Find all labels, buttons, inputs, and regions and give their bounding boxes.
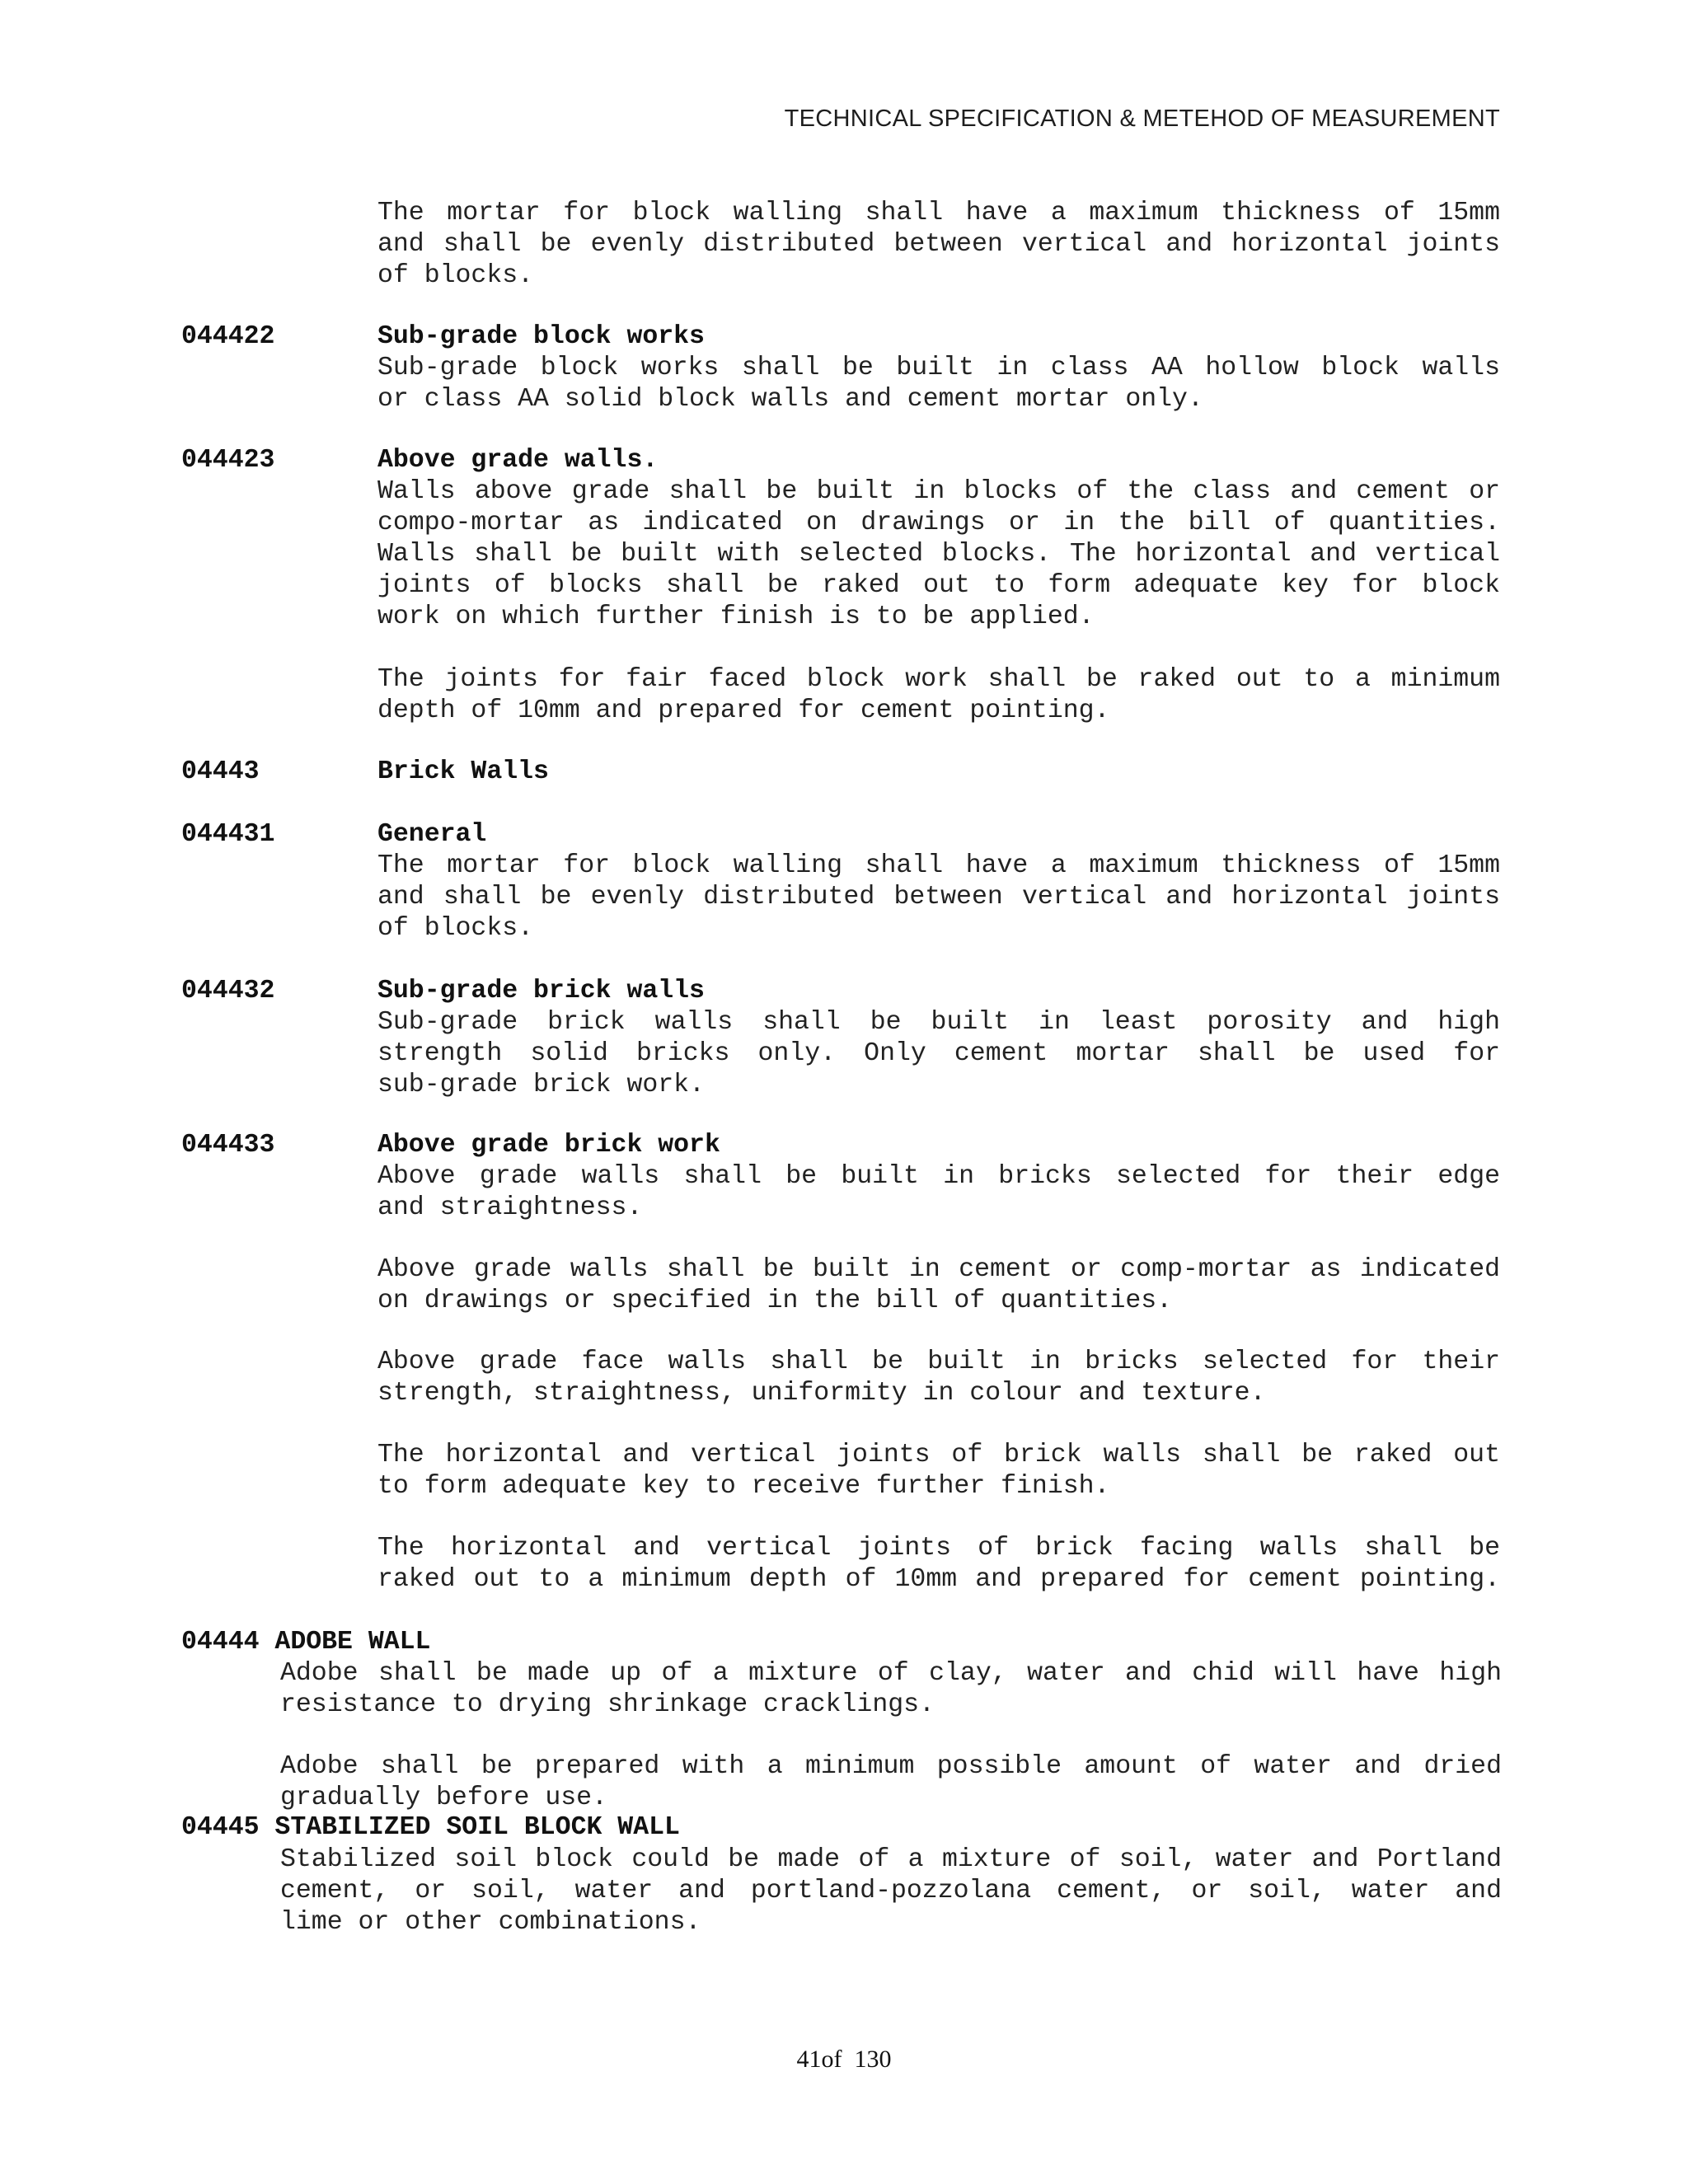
section-044433-paragraph-2 <box>377 1254 1500 1317</box>
section-04443 <box>377 757 1500 788</box>
section-044433-paragraph-5 <box>377 1533 1500 1596</box>
text-line: to form adequate key to receive further finish. <box>377 1472 1110 1501</box>
text-line: resistance to drying shrinkage cracklings. <box>280 1690 935 1719</box>
section-044423-paragraph-2 <box>377 664 1500 727</box>
text-line: Sub-grade block works shall be built in class AA hollow block walls <box>377 354 1500 382</box>
section-heading-stabilized-soil-block-wall: 04445 STABILIZED SOIL BLOCK WALL <box>181 1813 680 1842</box>
text-line: or class AA solid block walls and cement mortar only. <box>377 385 1203 414</box>
text-line: cement, or soil, water and portland-pozzolana cement, or soil, water and <box>280 1877 1502 1905</box>
section-title: General <box>377 820 487 849</box>
text-line: compo-mortar as indicated on drawings or in the bill of quantities. <box>377 509 1500 537</box>
text-line: Sub-grade brick walls shall be built in least porosity and high <box>377 1008 1500 1037</box>
section-04445 <box>280 1844 1502 1938</box>
text-line: sub-grade brick work. <box>377 1071 705 1099</box>
section-number: 044431 <box>181 820 275 849</box>
text-line: Walls shall be built with selected blocks. The horizontal and vertical <box>377 540 1500 569</box>
section-heading-adobe-wall: 04444 ADOBE WALL <box>181 1628 431 1657</box>
section-04444 <box>280 1658 1502 1721</box>
section-044433 <box>377 1130 1500 1224</box>
text-line: work on which further finish is to be applied. <box>377 602 1095 631</box>
text-line: The horizontal and vertical joints of brick walls shall be raked out <box>377 1441 1500 1469</box>
section-title: Sub-grade block works <box>377 322 705 351</box>
section-044431 <box>377 819 1500 944</box>
text-line: The mortar for block walling shall have a maximum thickness of 15mm <box>377 851 1500 880</box>
text-line: Above grade walls shall be built in bricks selected for their edge <box>377 1162 1500 1191</box>
text-line: Above grade face walls shall be built in bricks selected for their <box>377 1347 1500 1376</box>
section-title: Above grade walls. <box>377 446 659 475</box>
section-04444-paragraph-2 <box>280 1751 1502 1814</box>
text-line: The horizontal and vertical joints of brick facing walls shall be <box>377 1534 1500 1563</box>
section-044422 <box>377 321 1500 415</box>
text-line: gradually before use. <box>280 1783 607 1812</box>
text-line: The joints for fair faced block work shall be raked out to a minimum <box>377 665 1500 694</box>
text-line: The mortar for block walling shall have a maximum thickness of 15mm <box>377 199 1500 227</box>
text-line: of blocks. <box>377 261 534 290</box>
text-line: on drawings or specified in the bill of quantities. <box>377 1286 1173 1315</box>
page-header: TECHNICAL SPECIFICATION & METEHOD OF MEASUREMENT <box>784 105 1500 132</box>
text-line: Walls above grade shall be built in blocks of the class and cement or <box>377 477 1500 506</box>
text-line: raked out to a minimum depth of 10mm and prepared for cement pointing. <box>377 1565 1500 1594</box>
text-line: and straightness. <box>377 1193 643 1222</box>
section-044433-paragraph-4 <box>377 1440 1500 1502</box>
page-of-label: of <box>821 2046 842 2073</box>
section-044423 <box>377 445 1500 633</box>
text-line: depth of 10mm and prepared for cement pointing. <box>377 696 1110 725</box>
section-title: Brick Walls <box>377 757 549 786</box>
text-line: Adobe shall be made up of a mixture of clay, water and chid will have high <box>280 1659 1502 1688</box>
section-044433-paragraph-3 <box>377 1347 1500 1409</box>
section-number: 04443 <box>181 757 260 786</box>
text-line: strength, straightness, uniformity in colour and texture. <box>377 1379 1266 1408</box>
section-title: Above grade brick work <box>377 1131 720 1160</box>
text-line: lime or other combinations. <box>280 1908 701 1937</box>
intro-paragraph <box>377 198 1500 292</box>
current-page: 41 <box>796 2046 822 2073</box>
text-line: and shall be evenly distributed between vertical and horizontal joints <box>377 230 1500 259</box>
section-number: 044432 <box>181 977 275 1005</box>
text-line: Above grade walls shall be built in cement or comp-mortar as indicated <box>377 1255 1500 1284</box>
section-044432 <box>377 976 1500 1101</box>
text-line: strength solid bricks only. Only cement mortar shall be used for <box>377 1039 1500 1068</box>
section-number: 044422 <box>181 322 275 351</box>
section-number: 044433 <box>181 1131 275 1160</box>
page-number <box>0 2046 1688 2074</box>
text-line: and shall be evenly distributed between vertical and horizontal joints <box>377 883 1500 912</box>
section-title: Sub-grade brick walls <box>377 977 705 1005</box>
text-line: joints of blocks shall be raked out to form adequate key for block <box>377 571 1500 600</box>
text-line: Stabilized soil block could be made of a mixture of soil, water and Portland <box>280 1845 1502 1874</box>
text-line: of blocks. <box>377 914 534 943</box>
text-line: Adobe shall be prepared with a minimum possible amount of water and dried <box>280 1752 1502 1781</box>
section-number: 044423 <box>181 446 275 475</box>
total-pages: 130 <box>854 2046 892 2073</box>
